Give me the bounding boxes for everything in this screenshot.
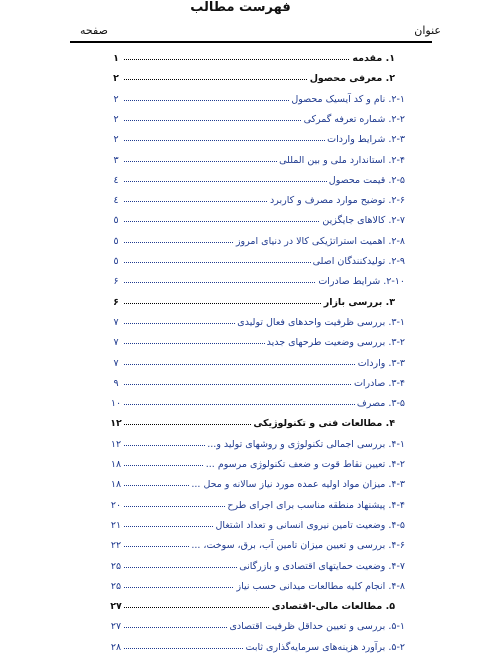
toc-subsection-row[interactable] <box>110 253 405 271</box>
toc-entry-text: ۲-۶. توضیح موارد مصرف و کاربرد <box>268 192 405 210</box>
toc-entry-text: ۲-۷. کالاهای جایگزین <box>320 212 405 230</box>
toc-page-number: ۲ <box>110 70 122 88</box>
toc-subsection-row[interactable] <box>110 233 405 251</box>
toc-entry-text: ۱. مقدمه <box>350 50 395 68</box>
toc-entry-text: ۴. مطالعات فنی و تکنولوژیکی <box>251 415 395 433</box>
toc-subsection-row[interactable] <box>110 578 405 596</box>
toc-subsection-row[interactable] <box>110 436 405 454</box>
toc-subsection-row[interactable] <box>110 517 405 535</box>
toc-page-number: ۶ <box>110 273 122 291</box>
toc-subsection-row[interactable] <box>110 273 405 291</box>
toc-entry-text: ۳-۵. مصرف <box>355 395 405 413</box>
toc-subsection-row[interactable] <box>110 212 405 230</box>
toc-page-number: ۹ <box>110 375 122 393</box>
title-column-header: عنوان <box>414 24 441 37</box>
toc-entry-text: ۴-۱. بررسی اجمالی تکنولوژی و روشهای تولید و... <box>205 436 405 454</box>
toc-page-number: ٤ <box>110 192 122 210</box>
toc-entry-text: ۵-۱. بررسی و تعیین حداقل ظرفیت اقتصادی <box>227 618 405 636</box>
toc-page-number: ۱۸ <box>110 456 122 474</box>
toc-page-number: ۱۲ <box>110 415 122 433</box>
toc-subsection-row[interactable] <box>110 314 405 332</box>
toc-entry-text: ۴-۸. انجام کلیه مطالعات میدانی حسب نیاز <box>234 578 405 596</box>
toc-page-number: ۲ <box>110 131 122 149</box>
toc-page-number: ٥ <box>110 212 122 230</box>
toc-entry-text: ۳-۳. واردات <box>356 355 405 373</box>
toc-entry-text: ۲-۳. شرایط واردات <box>325 131 405 149</box>
toc-subsection-row[interactable] <box>110 456 405 474</box>
toc-page-number: ٥ <box>110 253 122 271</box>
toc-entry-text: ۲-۸. اهمیت استراتژیکی کالا در دنیای امروز <box>234 233 405 251</box>
toc-page-number: ۲ <box>110 91 122 109</box>
toc-subsection-row[interactable] <box>110 537 405 555</box>
toc-section-row[interactable] <box>110 294 395 312</box>
page-column-header: صفحه <box>80 24 108 37</box>
toc-page-number: ٤ <box>110 172 122 190</box>
toc-entry-text: ۴-۲. تعیین نقاط قوت و ضعف تکنولوژی مرسوم ... <box>204 456 405 474</box>
toc-page-number: ۲۰ <box>110 497 122 515</box>
toc-entry-text: ۴-۷. وضعیت حمایتهای اقتصادی و بازرگانی <box>237 558 405 576</box>
toc-subsection-row[interactable] <box>110 476 405 494</box>
toc-subsection-row[interactable] <box>110 618 405 636</box>
toc-page-number: ۲۵ <box>110 578 122 596</box>
toc-page-number: ٥ <box>110 233 122 251</box>
toc-subsection-row[interactable] <box>110 395 405 413</box>
toc-section-row[interactable] <box>110 50 395 68</box>
toc-entry-text: ۲-۴. استاندارد ملی و بین المللی <box>277 152 405 170</box>
toc-entry-text: ۵-۲. برآورد هزینه‌های سرمایه‌گذاری ثابت <box>244 639 405 657</box>
toc-subsection-row[interactable] <box>110 152 405 170</box>
toc-page-number: ۲۷ <box>110 598 122 616</box>
toc-subsection-row[interactable] <box>110 375 405 393</box>
toc-entry-text: ۲-۱۰. شرایط صادرات <box>316 273 405 291</box>
toc-page-number: ۷ <box>110 355 122 373</box>
toc-entry-text: ۴-۳. میزان مواد اولیه عمده مورد نیاز سالانه و محل ... <box>189 476 405 494</box>
toc-subsection-row[interactable] <box>110 497 405 515</box>
toc-page-number: ۶ <box>110 294 122 312</box>
toc-entry-text: ۲. معرفی محصول <box>308 70 395 88</box>
toc-page-number: ۲۵ <box>110 558 122 576</box>
toc-entry-text: ۲-۹. تولیدکنندگان اصلی <box>311 253 405 271</box>
toc-subsection-row[interactable] <box>110 131 405 149</box>
toc-page-number: ۷ <box>110 334 122 352</box>
toc-page-number: ۱ <box>110 50 122 68</box>
toc-page-number: ۲۸ <box>110 639 122 657</box>
toc-page-number: ۲۷ <box>110 618 122 636</box>
toc-entry-text: ۳-۱. بررسی ظرفیت واحدهای فعال تولیدی <box>235 314 405 332</box>
page-title: فهرست مطالب <box>190 0 291 15</box>
toc-entry-text: ۳-۴. صادرات <box>352 375 405 393</box>
toc-subsection-row[interactable] <box>110 192 405 210</box>
toc-subsection-row[interactable] <box>110 558 405 576</box>
toc-section-row[interactable] <box>110 70 395 88</box>
toc-page-number: ۷ <box>110 314 122 332</box>
toc-page-number: ۲ <box>110 111 122 129</box>
toc-entry-text: ۲-۲. شماره تعرفه گمرکی <box>302 111 405 129</box>
toc-entry-text: ۳. بررسی بازار <box>322 294 395 312</box>
toc-entry-text: ۳-۲. بررسی وضعیت طرحهای جدید <box>265 334 405 352</box>
header-divider <box>70 41 432 43</box>
toc-entry-text: ۴-۵. وضعیت تامین نیروی انسانی و تعداد اشتغال <box>214 517 405 535</box>
toc-page-number: ۱۰ <box>110 395 122 413</box>
toc-entry-text: ۲-۵. قیمت محصول <box>327 172 405 190</box>
toc-page-number: ۱۸ <box>110 476 122 494</box>
toc-section-row[interactable] <box>110 415 395 433</box>
toc-entry-text: ۵. مطالعات مالی-اقتصادی <box>270 598 395 616</box>
toc-subsection-row[interactable] <box>110 172 405 190</box>
toc-subsection-row[interactable] <box>110 355 405 373</box>
toc-page-number: ۱۲ <box>110 436 122 454</box>
toc-page-number: ۳ <box>110 152 122 170</box>
toc-entry-text: ۲-۱. نام و کد آیسیک محصول <box>289 91 405 109</box>
toc-page-number: ۲۲ <box>110 537 122 555</box>
toc-page-number: ۲۱ <box>110 517 122 535</box>
toc-section-row[interactable] <box>110 598 395 616</box>
toc-subsection-row[interactable] <box>110 334 405 352</box>
toc-subsection-row[interactable] <box>110 91 405 109</box>
toc-subsection-row[interactable] <box>110 111 405 129</box>
toc-entry-text: ۴-۴. پیشنهاد منطقه مناسب برای اجرای طرح <box>225 497 405 515</box>
toc-entry-text: ۴-۶. بررسی و تعیین میزان تامین آب، برق، سوخت، ... <box>189 537 405 555</box>
